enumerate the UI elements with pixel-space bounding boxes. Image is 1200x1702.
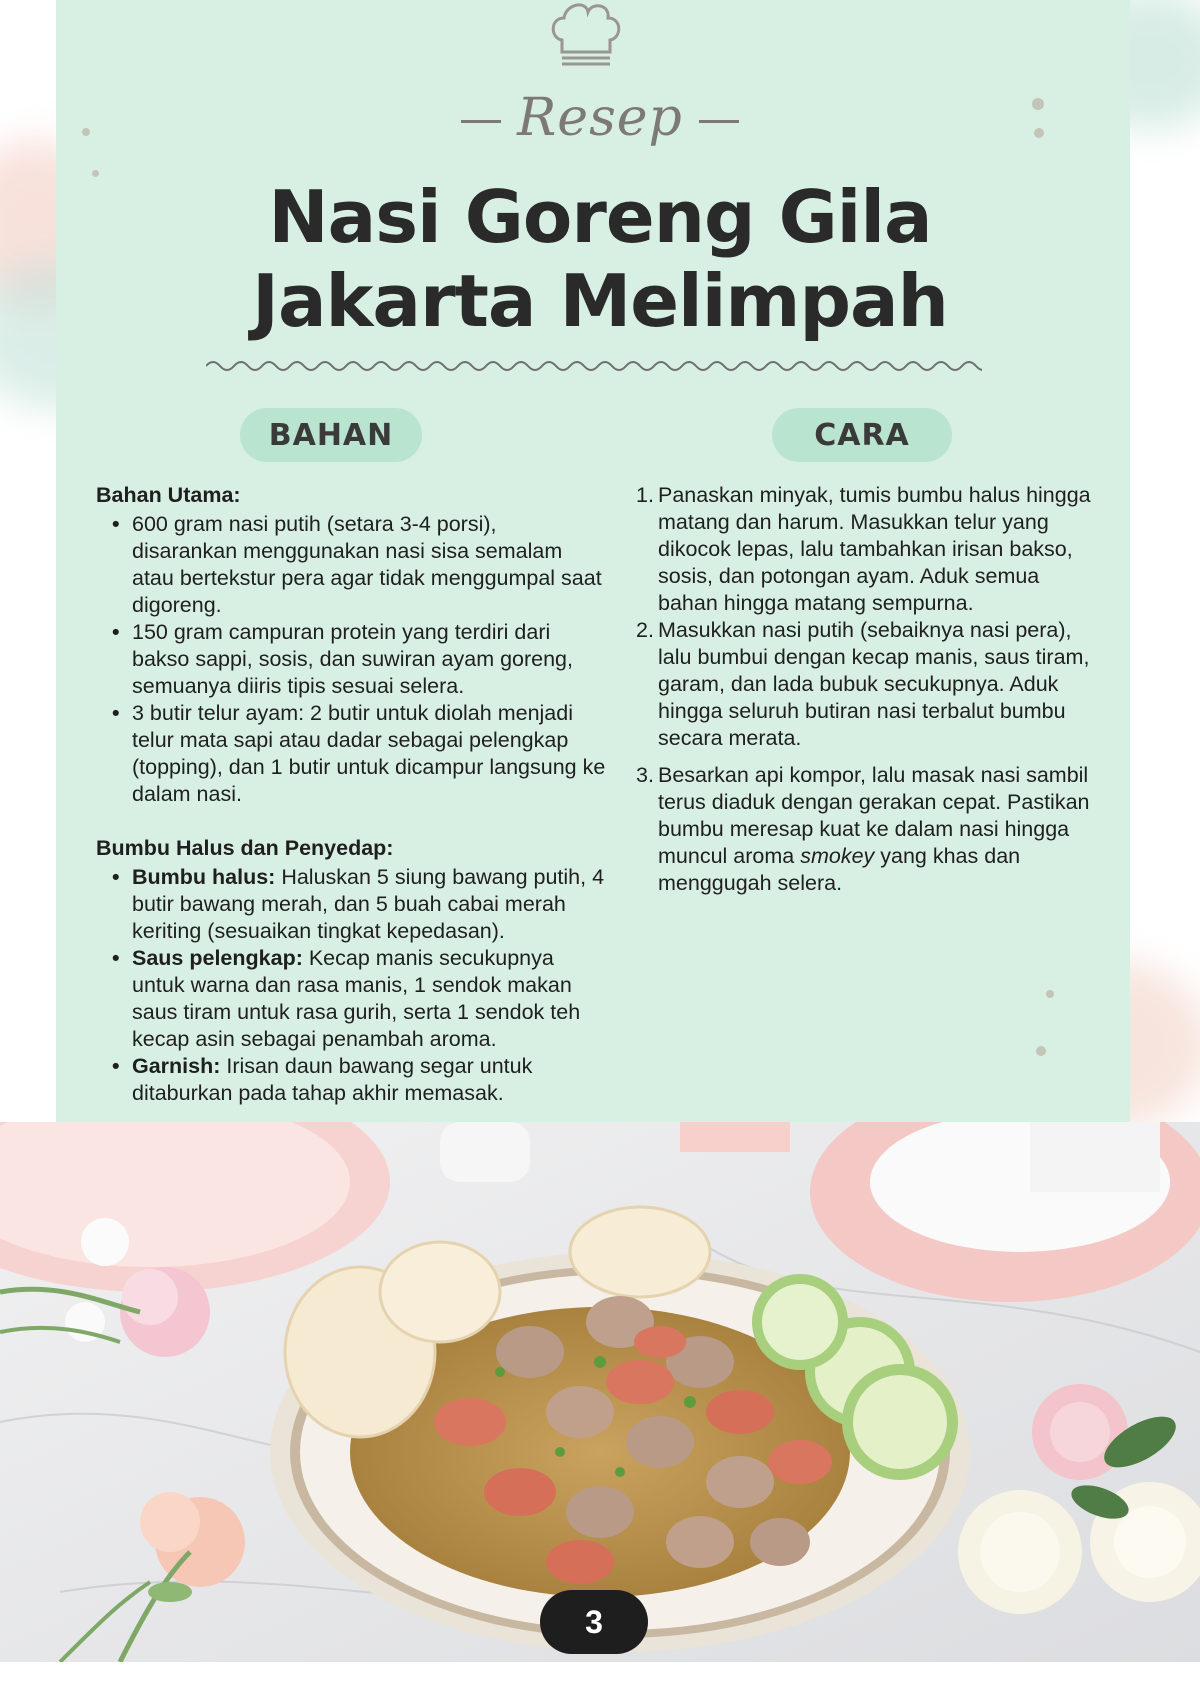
step-item bbox=[636, 482, 1096, 617]
label-dash-left bbox=[461, 120, 501, 123]
step-item bbox=[636, 762, 1096, 897]
ingredients-column bbox=[96, 482, 606, 1107]
section-pill-bahan: BAHAN bbox=[240, 408, 422, 462]
step-text: Panaskan minyak, tumis bumbu halus hingga matang dan harum. Masukkan telur yang dikocok lepas, lalu tambahkan irisan bakso, sosis, dan potongan ayam. Aduk semua bahan hingga matang sempurna. bbox=[658, 483, 1091, 615]
list-item-term: Garnish: bbox=[132, 1054, 221, 1078]
steps-column bbox=[636, 482, 1096, 897]
recipe-label bbox=[0, 88, 1200, 148]
ingredients-spice-list bbox=[96, 864, 606, 1107]
spacer bbox=[96, 808, 606, 835]
ingredients-main-heading: Bahan Utama: bbox=[96, 483, 241, 507]
ingredients-spice-heading: Bumbu Halus dan Penyedap: bbox=[96, 836, 394, 860]
list-item bbox=[96, 1053, 606, 1107]
list-item-text: Kecap manis secukupnya untuk warna dan rasa manis, 1 sendok makan saus tiram untuk rasa gurih, serta 1 sendok teh kecap asin sebagai penambah aroma. bbox=[132, 946, 581, 1051]
speckle-dot bbox=[1046, 990, 1054, 998]
list-item: • 3 butir telur ayam: 2 butir untuk diolah menjadi telur mata sapi atau dadar sebagai pelengkap (topping), dan 1 butir untuk dicampur langsung ke dalam nasi. bbox=[96, 700, 606, 808]
page-title-line1: Nasi Goreng Gila bbox=[268, 175, 932, 259]
step-item bbox=[636, 617, 1096, 752]
food-photo-illustration bbox=[0, 1122, 1200, 1662]
label-dash-right bbox=[699, 120, 739, 123]
wavy-divider bbox=[206, 356, 982, 376]
list-item bbox=[96, 945, 606, 1053]
section-pill-cara: CARA bbox=[772, 408, 952, 462]
step-text: yang khas dan menggugah selera. bbox=[658, 844, 1021, 895]
list-item bbox=[96, 864, 606, 945]
page-title-line2: Jakarta Melimpah bbox=[252, 259, 948, 343]
list-item-text: Haluskan 5 siung bawang putih, 4 butir bawang merah, dan 5 buah cabai merah keriting (sesuaikan tingkat kepedasan). bbox=[132, 865, 605, 943]
page-number-badge: 3 bbox=[540, 1590, 648, 1654]
list-item-term: Bumbu halus: bbox=[132, 865, 276, 889]
food-photo bbox=[0, 1122, 1200, 1662]
recipe-label-text: Resep bbox=[517, 88, 683, 148]
list-item-text: Irisan daun bawang segar untuk ditaburkan pada tahap akhir memasak. bbox=[132, 1054, 533, 1105]
step-text-italic: smokey bbox=[800, 844, 875, 868]
chef-hat-icon bbox=[548, 0, 624, 70]
ingredients-main-list bbox=[96, 511, 606, 808]
step-number: 1. bbox=[636, 483, 654, 507]
list-item-term: Saus pelengkap: bbox=[132, 946, 303, 970]
step-number: 3. bbox=[636, 763, 654, 787]
step-text: Masukkan nasi putih (sebaiknya nasi pera), lalu bumbui dengan kecap manis, saus tiram, garam, dan lada bubuk secukupnya. Aduk hingga seluruh butiran nasi terbalut bumbu secara merata. bbox=[658, 618, 1090, 750]
list-item: • 150 gram campuran protein yang terdiri dari bakso sappi, sosis, dan suwiran ayam goreng, semuanya diiris tipis sesuai selera. bbox=[96, 619, 606, 700]
step-number: 2. bbox=[636, 618, 654, 642]
step-text: Besarkan api kompor, lalu masak nasi sambil terus diaduk dengan gerakan cepat. Pastikan bumbu meresap kuat ke dalam nasi hingga muncul aroma bbox=[658, 763, 1090, 868]
steps-list bbox=[636, 482, 1096, 897]
speckle-dot bbox=[1036, 1046, 1046, 1056]
list-item: • 600 gram nasi putih (setara 3-4 porsi), disarankan menggunakan nasi sisa semalam atau bertekstur pera agar tidak menggumpal saat digoreng. bbox=[96, 511, 606, 619]
